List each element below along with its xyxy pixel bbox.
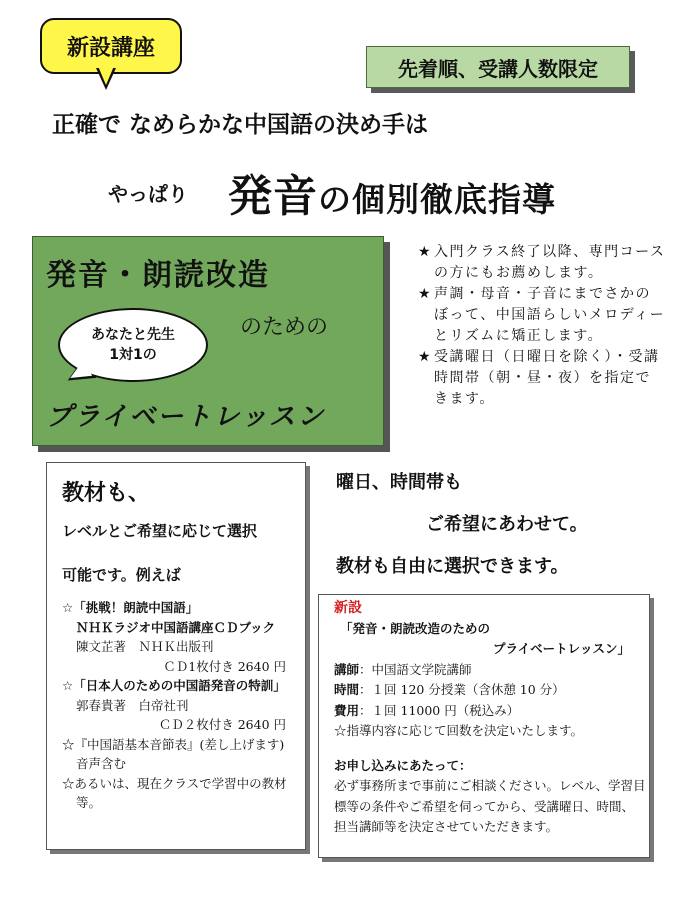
info-value: ：１回 120 分授業（含休憩 10 分） — [359, 682, 565, 697]
list-mark: ☆ — [62, 678, 74, 693]
schedule-line: 曜日、時間帯も — [336, 472, 462, 493]
apply-title: お申し込みにあたって： — [334, 757, 472, 773]
list-mark: ☆ — [62, 775, 75, 791]
feature-note — [418, 347, 666, 410]
info-row — [334, 660, 646, 681]
bubble-tail-fill — [98, 66, 114, 85]
book-subtitle: ＮＨＫラジオ中国語講座ＣＤブック — [76, 619, 276, 635]
new-label: 新設 — [334, 600, 362, 616]
speech-oval-line1: あなたと先生 — [91, 327, 175, 343]
decide-note: ☆指導内容に応じて回数を決定いたします。 — [334, 723, 584, 738]
list-item — [62, 598, 298, 618]
headline-rest: 個別徹底指導 — [352, 180, 556, 219]
materials-subheading: レベルとご希望に応じて選択 — [62, 522, 258, 540]
book-extra: ＣＤ1枚付き 2640 円 — [163, 658, 286, 674]
book-title: 『中国語基本音節表』(差し上げます) — [74, 736, 285, 752]
list-mark: ☆ — [62, 736, 75, 752]
list-item — [62, 735, 298, 755]
list-item — [62, 676, 298, 696]
info-key: 時間 — [334, 682, 360, 697]
info-row — [334, 701, 646, 722]
spacer — [334, 742, 646, 756]
info-row — [334, 680, 646, 701]
list-mark: ☆ — [62, 600, 74, 615]
info-key: 費用 — [334, 702, 360, 718]
course-name-line1: 「発音・朗読改造のための — [340, 620, 491, 636]
feature-note-text: 声調・母音・子音にまでさかのぼって、中国語らしいメロディーとリズムに矯正します。 — [434, 286, 666, 344]
book-title: 「日本人のための中国語発音の特訓」 — [73, 678, 286, 693]
preference-line: ご希望にあわせて。 — [426, 514, 588, 535]
book-title: 「挑戦！朗読中国語」 — [73, 600, 199, 615]
panel-private-lesson: プライベートレッスン — [46, 402, 325, 432]
feature-note — [418, 284, 666, 347]
info-value: ：中国語文学院講師 — [359, 661, 472, 677]
info-value: ：１回 11000 円（税込み） — [359, 702, 520, 718]
list-item — [62, 774, 298, 813]
headline-big-word: 発音 — [228, 171, 318, 222]
book-extra: ＣＤ２枚付き 2640 円 — [158, 717, 286, 732]
headline-main — [228, 160, 556, 224]
panel-for-label: のための — [240, 315, 329, 340]
feature-note-text: 受講曜日（日曜日を除く）・受講時間帯（朝・昼・夜）を指定できます。 — [434, 349, 660, 407]
speech-oval-line2: 1対1の — [109, 347, 157, 363]
book-author: 陳文芷著 ＮＨＫ出版刊 — [76, 639, 214, 654]
book-title: あるいは、現在クラスで学習中の教材等。 — [74, 775, 287, 810]
book-author: 音声含む — [76, 756, 127, 771]
book-author: 郭春貴著 白帝社刊 — [76, 697, 189, 713]
materials-subheading-2: 可能です。例えば — [62, 566, 181, 584]
feature-note-text: 入門クラス終了以降、専門コースの方にもお薦めします。 — [434, 244, 666, 281]
headline-particle: の — [318, 180, 352, 219]
headline-prefix: やっぱり — [108, 182, 188, 206]
info-key: 講師 — [334, 661, 360, 677]
feature-note — [418, 242, 666, 284]
headline-line1: 正確で なめらかな中国語の決め手は — [52, 112, 429, 138]
course-name-line2: プライベートレッスン」 — [492, 641, 630, 656]
materials-heading: 教材も、 — [62, 481, 151, 506]
star-icon: ★ — [418, 244, 431, 260]
materials-list — [62, 598, 298, 813]
star-icon: ★ — [418, 349, 431, 365]
limited-enrollment-badge: 先着順、受講人数限定 — [366, 46, 630, 88]
panel-title: 発音・朗読改造 — [46, 258, 270, 293]
materials-free-line: 教材も自由に選択できます。 — [336, 556, 569, 577]
star-icon: ★ — [418, 286, 431, 302]
course-info — [334, 598, 646, 838]
new-course-badge: 新設講座 — [40, 18, 182, 74]
apply-text: 必ず事務所まで事前にご相談ください。レベル、学習目標等の条件やご希望を伺ってから、受講曜日、時間、担当講師等を決定させていただきます。 — [334, 778, 646, 834]
feature-notes — [418, 242, 666, 410]
